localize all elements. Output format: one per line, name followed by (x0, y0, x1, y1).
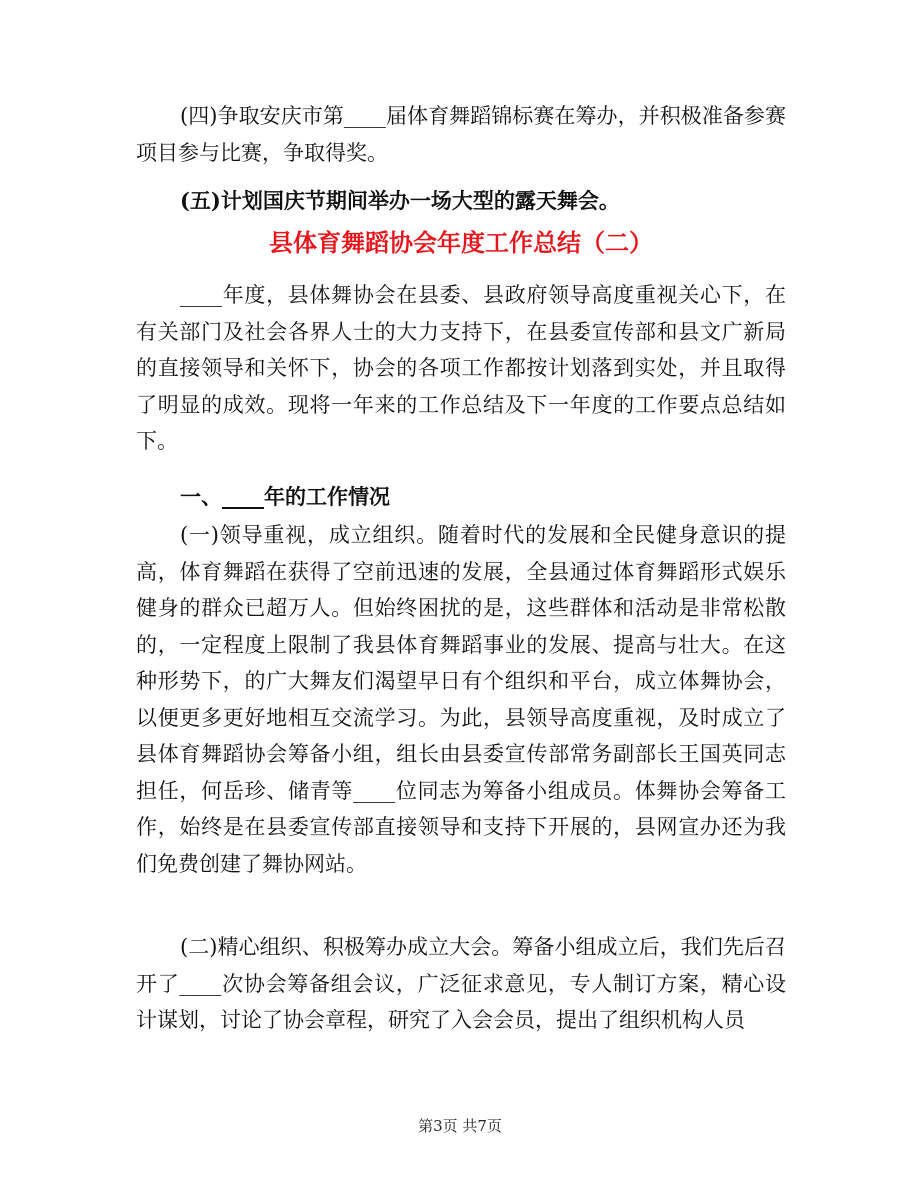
document-title: 县体育舞蹈协会年度工作总结（二） (269, 228, 653, 257)
section-heading-one: 一、____年的工作情况 (180, 484, 390, 509)
paragraph-intro: ____年度，县体舞协会在县委、县政府领导高度重视关心下，在有关部门及社会各界人士的大力支持下，在县委宣传部和县文广新局的直接领导和关怀下，协会的各项工作都按计划落到实处，并且取得了明显的成效。现将一年来的工作总结及下一年度的工作要点总结如下。 (136, 283, 786, 453)
paragraph-section-two: (二)精心组织、积极筹办成立大会。筹备小组成立后，我们先后召开了____次协会筹备组会议，广泛征求意见，专人制订方案，精心设计谋划，讨论了协会章程，研究了入会会员，提出了组织机构人员 (136, 935, 786, 1032)
paragraph-item-four: (四)争取安庆市第____届体育舞蹈锦标赛在筹办，并积极准备参赛项目参与比赛，争取得奖。 (136, 104, 786, 165)
paragraph-section-one: (一)领导重视，成立组织。随着时代的发展和全民健身意识的提高，体育舞蹈在获得了空前迅速的发展，全县通过体育舞蹈形式娱乐健身的群众已超万人。但始终困扰的是，这些群体和活动是非常松散的，一定程度上限制了我县体育舞蹈事业的发展、提高与壮大。在这种形势下，的广大舞友们渴望早日有个组织和平台，成立体舞协会，以便更多更好地相互交流学习。为此，县领导高度重视，及时成立了县体育舞蹈协会筹备小组，组长由县委宣传部常务副部长王国英同志担任，何岳珍、储青等____位同志为筹备小组成员。体舞协会筹备工作，始终是在县委宣传部直接领导和支持下开展的，县网宣办还为我们免费创建了舞协网站。 (136, 523, 786, 876)
page-number-footer: 第3页 共7页 (418, 1117, 502, 1135)
paragraph-item-five: (五)计划国庆节期间举办一场大型的露天舞会。 (180, 188, 620, 213)
